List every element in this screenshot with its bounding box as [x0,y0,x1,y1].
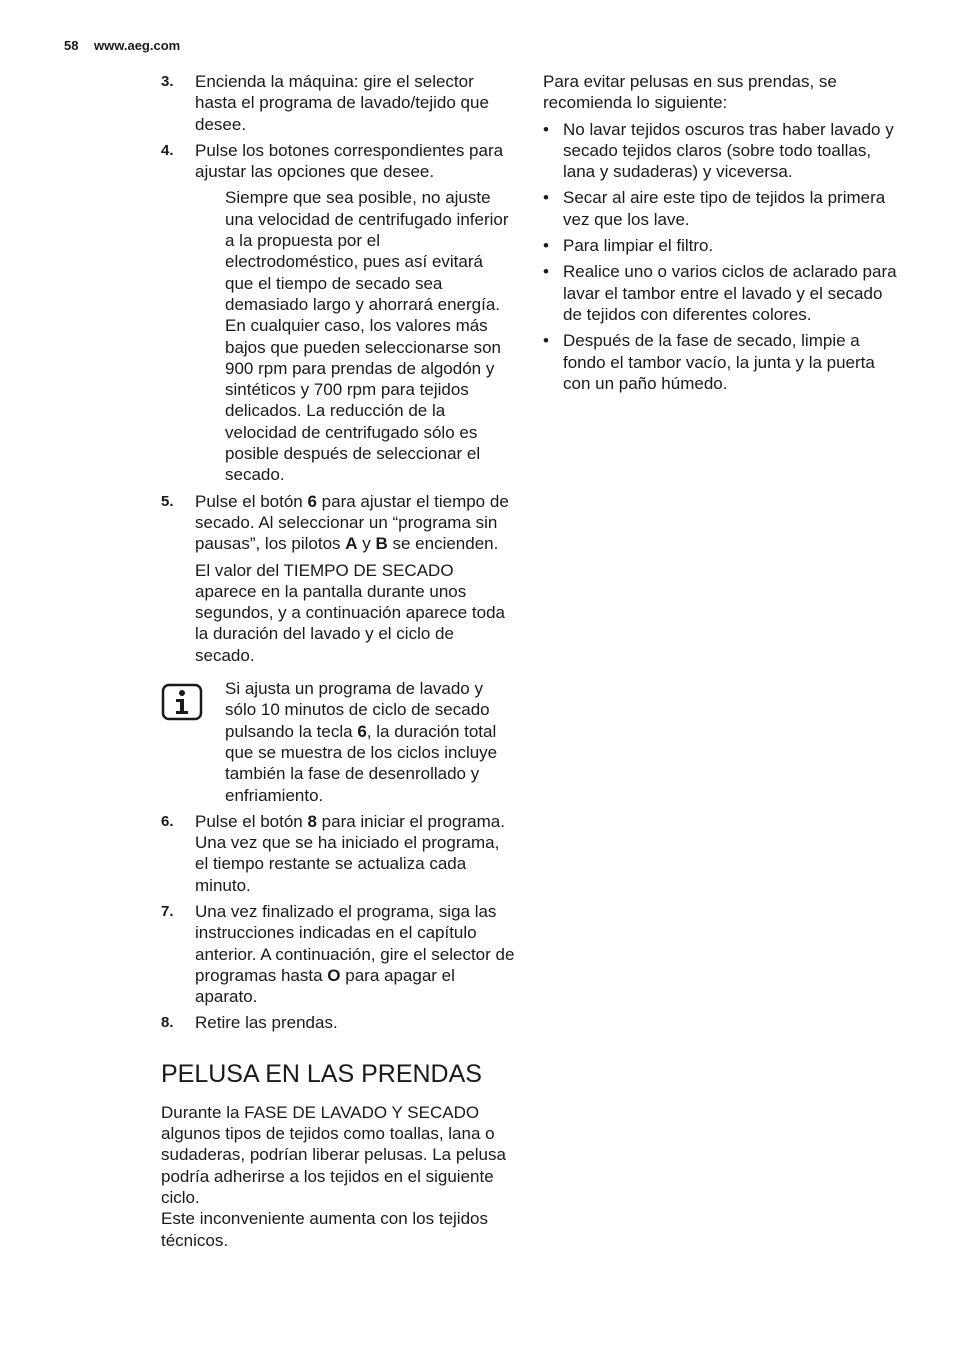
info-note [161,678,516,806]
step-number: 6. [161,812,174,830]
left-column [161,71,516,1251]
step-4-note: Siempre que sea posible, no ajuste una velocidad de centrifugado inferior a la propuesta por el electrodoméstico, pues así evitará que el tiempo de secado sea demasiado largo y ahorrará energía. En cualquier caso, los valores más bajos que pueden seleccionarse son 900 rpm para prendas de algodón y sintéticos y 700 rpm para tejidos delicados. La reducción de la velocidad de centrifugado sólo es posible después de seleccionar el secado. [225,188,509,485]
site-url: www.aeg.com [94,38,181,53]
step-text: Pulse los botones correspondientes para ajustar las opciones que desee. [195,140,504,182]
list-item: • Para limpiar el filtro. [543,236,714,256]
step-text: Pulse el botón 8 para iniciar el programa. Una vez que se ha iniciado el programa, el tiempo restante se actualiza cada minuto. [195,811,505,895]
step-5 [161,491,516,555]
bullet-icon: • [543,236,549,256]
step-7 [161,901,516,1007]
page-number: 58 [64,38,79,53]
step-3 [161,71,516,135]
step-number: 8. [161,1014,174,1032]
section-title: PELUSA EN LAS PRENDAS [161,1059,482,1088]
bullet-list [543,119,898,395]
list-item: • Realice uno o varios ciclos de aclarado para lavar el tambor entre el lavado y el secado de tejidos con diferentes colores. [543,262,897,324]
intro-paragraph: Para evitar pelusas en sus prendas, se recomienda lo siguiente: [543,72,837,113]
step-text: Una vez finalizado el programa, siga las instrucciones indicadas en el capítulo anterior. A continuación, gire el selector de programas hasta O para apagar el aparato. [195,901,515,1007]
list-item: • Después de la fase de secado, limpie a fondo el tambor vacío, la junta y la puerta con un paño húmedo. [543,331,875,393]
step-4 [161,140,516,183]
step-text: Retire las prendas. [195,1013,338,1033]
right-column [543,71,898,399]
section-paragraph: Este inconveniente aumenta con los tejidos técnicos. [161,1209,488,1250]
step-number: 4. [161,141,174,159]
step-text: Pulse el botón 6 para ajustar el tiempo de secado. Al seleccionar un “programa sin pausas”, los pilotos A y B se encienden. [195,491,509,554]
list-item: • Secar al aire este tipo de tejidos la primera vez que los lave. [543,188,886,229]
bullet-icon: • [543,119,549,139]
info-icon [161,678,225,806]
step-5-note: El valor del TIEMPO DE SECADO aparece en la pantalla durante unos segundos, y a continuación aparece toda la duración del lavado y el ciclo de secado. [195,560,506,665]
step-number: 7. [161,902,174,920]
page-header [64,38,180,53]
step-text: Encienda la máquina: gire el selector hasta el programa de lavado/tejido que desee. [195,72,489,134]
step-6 [161,811,516,896]
info-text: Si ajusta un programa de lavado y sólo 10 minutos de ciclo de secado pulsando la tecla 6, la duración total que se muestra de los ciclos incluye también la fase de desenrollado y enfriamiento. [225,679,498,805]
step-8 [161,1012,516,1033]
step-number: 5. [161,492,174,510]
step-number: 3. [161,73,174,90]
bullet-icon: • [543,262,549,282]
bullet-icon: • [543,188,549,208]
section-paragraph: Durante la FASE DE LAVADO Y SECADO algunos tipos de tejidos como toallas, lana o sudaderas, podrían liberar pelusas. La pelusa podría adherirse a los tejidos en el siguiente ciclo. [161,1102,506,1207]
list-item: • No lavar tejidos oscuros tras haber lavado y secado tejidos claros (sobre todo toallas, lana y sudaderas) y viceversa. [543,119,894,182]
bullet-icon: • [543,331,549,351]
